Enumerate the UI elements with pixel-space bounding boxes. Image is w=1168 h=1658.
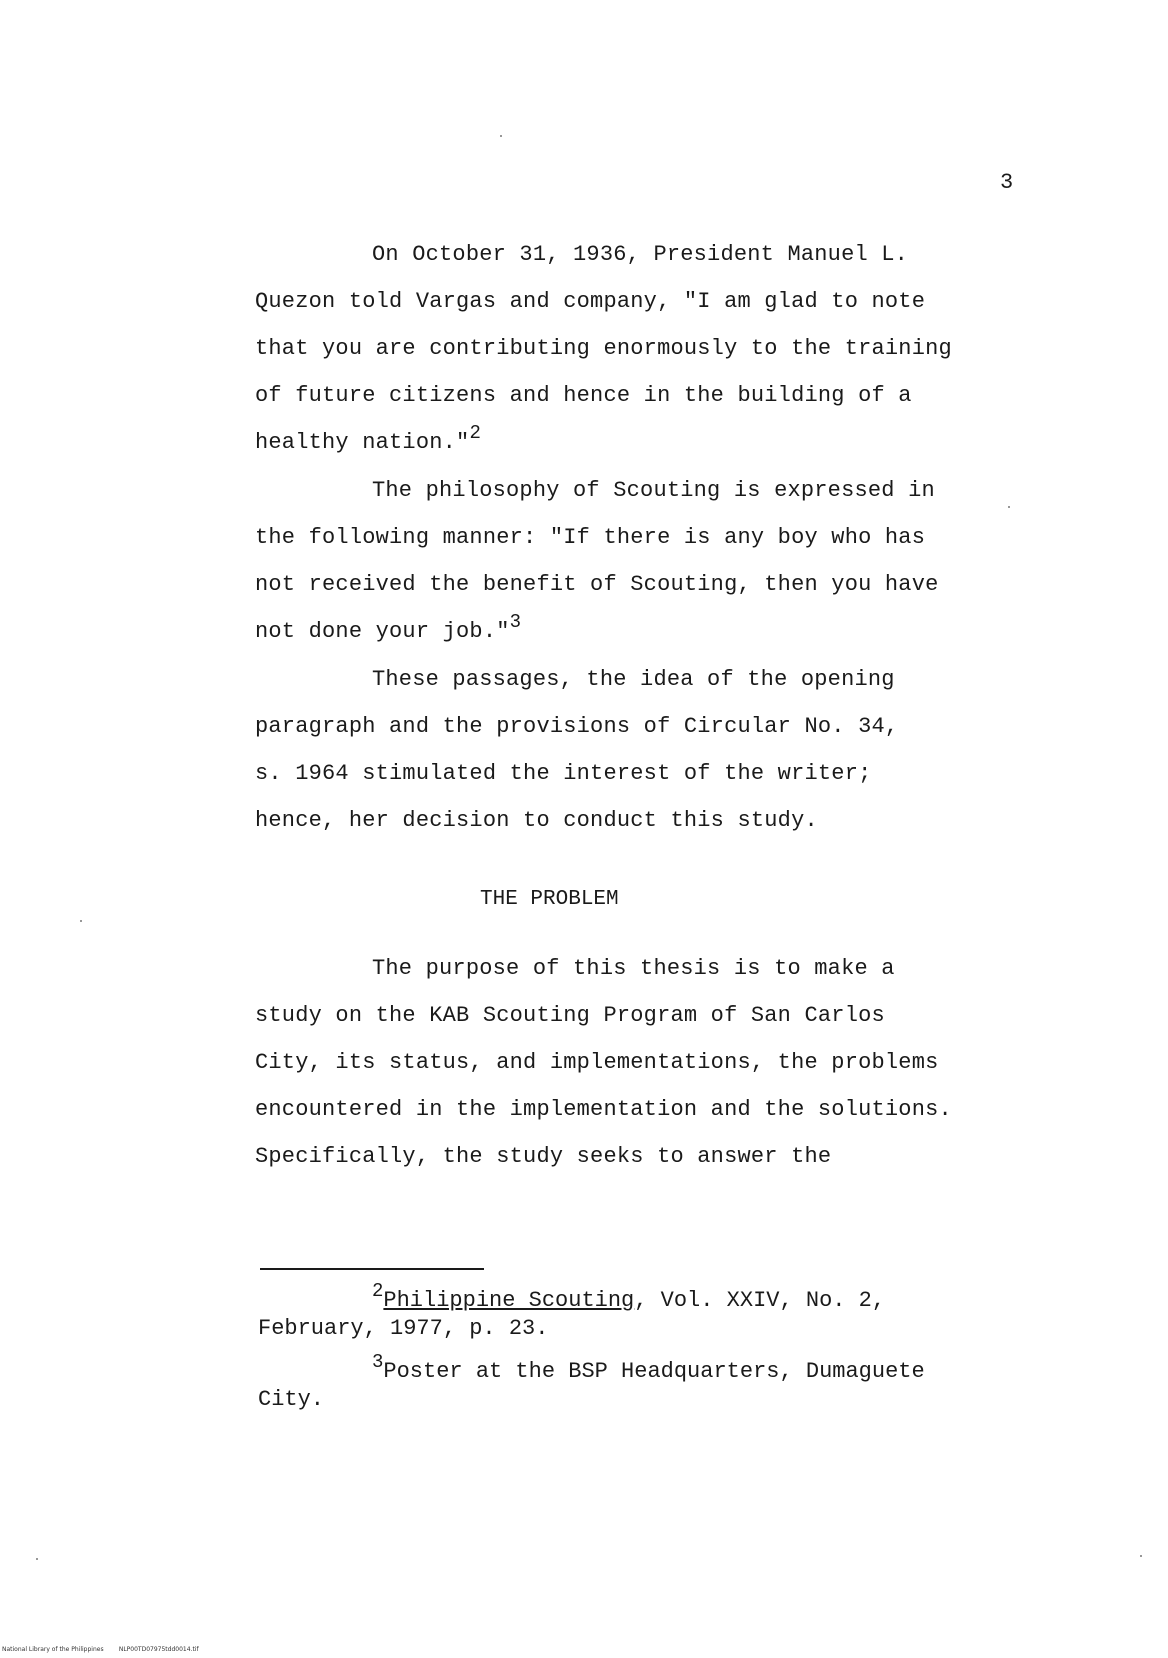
paragraph-2-line-2: the following manner: "If there is any boy who has [255,525,926,550]
footnote-ref-3: 3 [509,611,522,633]
paragraph-1-line-1: On October 31, 1936, President Manuel L. [372,242,909,267]
paragraph-4-line-3: City, its status, and implementations, the problems [255,1050,939,1075]
page-number: 3 [1000,170,1014,195]
scan-speck [1140,1555,1142,1557]
footnote-3-line-1 [372,1351,925,1384]
paragraph-3-line-3: s. 1964 stimulated the interest of the writer; [255,761,872,786]
footnote-2-number: 2 [372,1280,384,1302]
paragraph-4-line-2: study on the KAB Scouting Program of San Carlos [255,1003,885,1028]
paragraph-1-line-5-text: healthy nation." [255,430,470,455]
paragraph-3-line-2: paragraph and the provisions of Circular No. 34, [255,714,899,739]
footnote-2-line-1 [372,1280,886,1313]
paragraph-2-line-4 [255,611,522,644]
footnote-3-number: 3 [372,1351,384,1373]
archive-strip [2,1646,199,1653]
paragraph-1-line-4: of future citizens and hence in the building of a [255,383,912,408]
archive-file: NLP00TD07975tdd0014.tif [118,1646,199,1653]
footnote-separator [260,1268,484,1270]
paragraph-4-line-5: Specifically, the study seeks to answer the [255,1144,832,1169]
footnote-3-text: Poster at the BSP Headquarters, Dumaguete [383,1359,925,1384]
paragraph-2-line-3: not received the benefit of Scouting, then you have [255,572,939,597]
footnote-3-line-2: City. [258,1387,325,1412]
paragraph-1-line-5 [255,422,482,455]
scan-speck [36,1558,38,1560]
paragraph-3-line-4: hence, her decision to conduct this study. [255,808,818,833]
footnote-2-line-2: February, 1977, p. 23. [258,1316,549,1341]
section-heading: THE PROBLEM [480,888,619,911]
paragraph-2-line-4-text: not done your job." [255,619,510,644]
paragraph-4-line-1: The purpose of this thesis is to make a [372,956,895,981]
footnote-2-rest: , Vol. XXIV, No. 2, [634,1288,886,1313]
paragraph-3-line-1: These passages, the idea of the opening [372,667,895,692]
paragraph-4-line-4: encountered in the implementation and the solutions. [255,1097,952,1122]
archive-library: National Library of the Philippines [2,1646,104,1653]
paragraph-2-line-1: The philosophy of Scouting is expressed in [372,478,935,503]
scan-speck [80,920,82,922]
scan-speck [500,135,502,137]
footnote-ref-2: 2 [469,422,482,444]
paragraph-1-line-2: Quezon told Vargas and company, "I am glad to note [255,289,926,314]
paragraph-1-line-3: that you are contributing enormously to the training [255,336,952,361]
footnote-2-title: Philippine Scouting [383,1288,635,1313]
scan-speck [1008,506,1010,508]
